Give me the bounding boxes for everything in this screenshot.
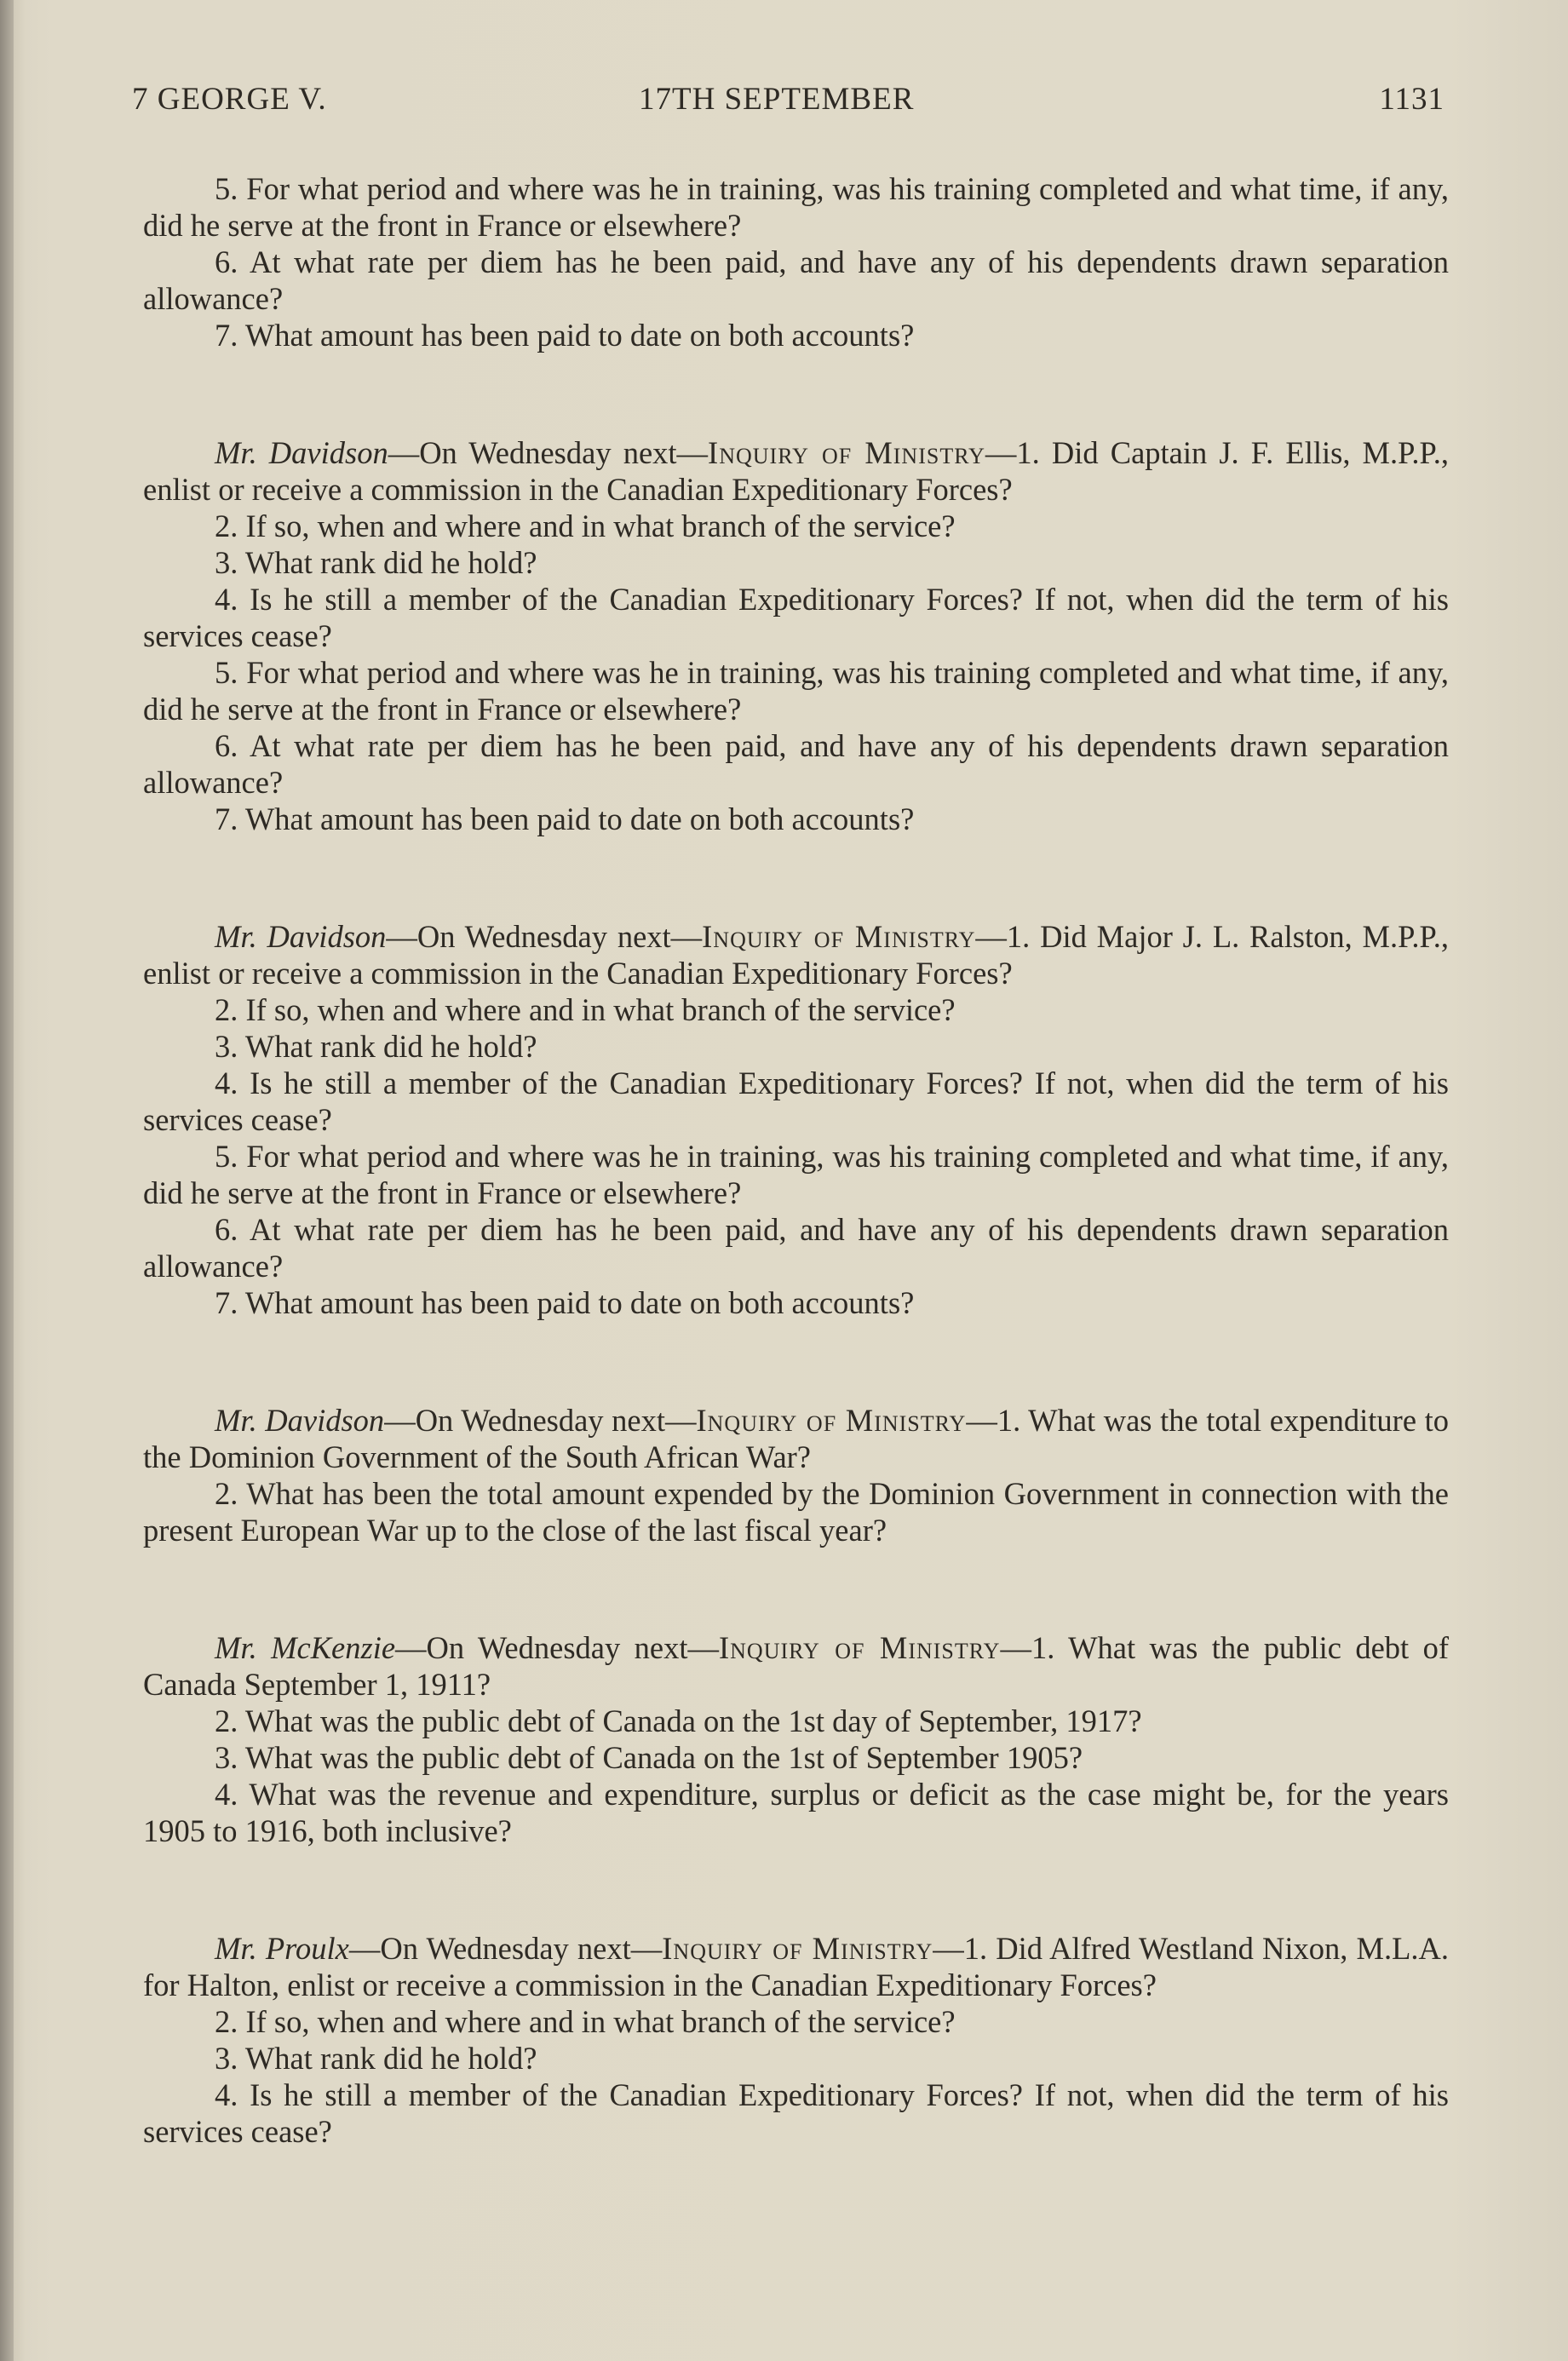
question-1-text: —1. What was the total expenditure to the Dominion Government of the South African War? [143, 1403, 1450, 1474]
question-1-text: —1. Did Major J. L. Ralston, M.P.P., enlist or receive a commission in the Canadian Expeditionary Forces? [143, 919, 1449, 991]
question-1-text: —1. Did Captain J. F. Ellis, M.P.P., enlist or receive a commission in the Canadian Expeditionary Forces? [143, 435, 1450, 507]
question-1 [143, 918, 1449, 991]
question-6: 6. At what rate per diem has he been paid, and have any of his dependents drawn separation allowance? [143, 244, 1449, 316]
question-5: 5. For what period and where was he in training, was his training completed and what time, if any, did he serve at the front in France or elsewhere? [143, 171, 1449, 243]
question-2: 2. If so, when and where and in what branch of the service? [215, 2004, 956, 2039]
notice-day: —On Wednesday next— [384, 1403, 697, 1438]
notice-day: —On Wednesday next— [386, 919, 703, 954]
question-4: 4. What was the revenue and expenditure, surplus or deficit as the case might be, for the years 1905 to 1916, both inclusive? [143, 1777, 1449, 1848]
question-5: 5. For what period and where was he in training, was his training completed and what time, if any, did he serve at the front in France or elsewhere? [143, 655, 1449, 727]
member-name: Mr. Davidson [215, 1403, 385, 1438]
question-1-text: —1. Did Alfred Westland Nixon, M.L.A. for Halton, enlist or receive a commission in the Canadian Expeditionary Forces? [143, 1931, 1449, 2002]
question-3: 3. What rank did he hold? [215, 1029, 537, 1064]
question-3: 3. What rank did he hold? [215, 2041, 537, 2076]
inquiry-label: Inquiry of Ministry [696, 1403, 967, 1438]
question-2: 2. If so, when and where and in what branch of the service? [215, 508, 956, 543]
question-1-text: —1. What was the public debt of Canada September 1, 1911? [143, 1630, 1449, 1702]
member-name: Mr. McKenzie [215, 1630, 396, 1665]
question-block-continued [143, 170, 1449, 353]
question-1 [143, 1402, 1449, 1475]
question-3: 3. What was the public debt of Canada on the 1st of September 1905? [215, 1740, 1083, 1775]
member-name: Mr. Davidson [215, 919, 387, 954]
notice-day: —On Wednesday next— [388, 435, 709, 470]
question-7: 7. What amount has been paid to date on both accounts? [215, 318, 915, 353]
page-body [143, 170, 1449, 2231]
question-6: 6. At what rate per diem has he been paid, and have any of his dependents drawn separation allowance? [143, 728, 1449, 800]
header-regnal-year: 7 GEORGE V. [132, 82, 327, 117]
question-1 [143, 434, 1449, 508]
running-header [132, 81, 1445, 132]
question-2: 2. What has been the total amount expended by the Dominion Government in connection with the present European War up to the close of the last fiscal year? [143, 1476, 1449, 1548]
question-block-ellis [143, 434, 1449, 837]
inquiry-label: Inquiry of Ministry [662, 1931, 933, 1966]
notice-day: —On Wednesday next— [395, 1630, 719, 1665]
notice-day: —On Wednesday next— [348, 1931, 663, 1966]
question-2: 2. If so, when and where and in what branch of the service? [215, 992, 956, 1027]
inquiry-label: Inquiry of Ministry [708, 435, 985, 470]
question-block-ralston [143, 918, 1449, 1321]
question-7: 7. What amount has been paid to date on both accounts? [215, 1285, 915, 1320]
question-block-south-african-war [143, 1402, 1449, 1548]
question-2: 2. What was the public debt of Canada on the 1st day of September, 1917? [215, 1703, 1142, 1738]
member-name: Mr. Proulx [215, 1931, 349, 1966]
question-4: 4. Is he still a member of the Canadian Expeditionary Forces? If not, when did the term of his services cease? [143, 1066, 1449, 1137]
inquiry-label: Inquiry of Ministry [719, 1630, 1001, 1665]
question-4: 4. Is he still a member of the Canadian Expeditionary Forces? If not, when did the term of his services cease? [143, 2077, 1449, 2149]
question-7: 7. What amount has been paid to date on both accounts? [215, 801, 915, 836]
question-4: 4. Is he still a member of the Canadian Expeditionary Forces? If not, when did the term of his services cease? [143, 582, 1449, 653]
question-6: 6. At what rate per diem has he been paid, and have any of his dependents drawn separation allowance? [143, 1212, 1449, 1284]
member-name: Mr. Davidson [215, 435, 388, 470]
question-1 [143, 1629, 1449, 1703]
question-block-public-debt [143, 1629, 1449, 1849]
header-date: 17TH SEPTEMBER [639, 82, 915, 117]
inquiry-label: Inquiry of Ministry [702, 919, 976, 954]
question-5: 5. For what period and where was he in training, was his training completed and what time, if any, did he serve at the front in France or elsewhere? [143, 1139, 1449, 1210]
question-3: 3. What rank did he hold? [215, 545, 537, 580]
header-page-number: 1131 [1379, 82, 1445, 117]
question-block-nixon [143, 1930, 1449, 2150]
question-1 [143, 1930, 1449, 2003]
page-binding-edge [0, 0, 14, 2361]
